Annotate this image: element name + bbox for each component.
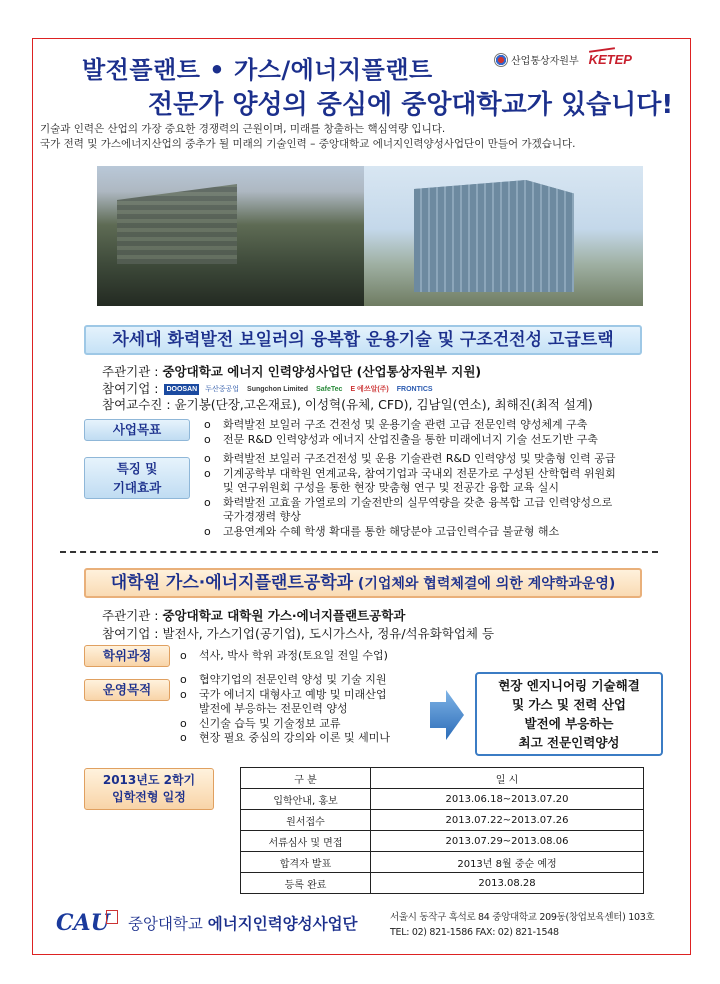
list-item: o 화력발전 고효율 가열로의 기술전반의 실무역량을 갖춘 융복합 고급 인력양성으로 <box>204 495 613 509</box>
flag-icon <box>106 910 118 924</box>
campus-building-shape <box>117 184 237 264</box>
partner-logo-strip <box>164 384 434 395</box>
section-divider <box>60 551 658 553</box>
outcome-callout: 현장 엔지니어링 기술해결 및 가스 및 전력 산업 발전에 부응하는 최고 전문인력양성 <box>475 672 663 756</box>
footer-address: 서울시 동작구 흑석로 84 중앙대학교 209동(창업보육센터) 103호 TEL: 02) 821-1586 FAX: 02) 821-1548 <box>390 912 655 938</box>
list-item: o 국가 에너지 대형사고 예방 및 미래산업 <box>180 687 387 701</box>
frontics-logo: FRONTICS <box>396 386 433 393</box>
glass-building-shape <box>414 180 574 292</box>
degree-tag: 학위과정 <box>84 645 170 667</box>
purpose-list: o 협약기업의 전문인력 양성 및 기술 지원 o 국가 에너지 대형사고 예방 및 미래산업 발전에 부응하는 전문인력 양성 o 신기술 습득 및 기술정보 교류 o 현장 필요 중심의 강의와 이론 및 세미나 <box>180 673 390 744</box>
list-item: o 화력발전 보일러 구조 건전성 및 운용기술 관련 고급 전문인력 양성체계 구축 <box>204 418 588 431</box>
goal-tag: 사업목표 <box>84 419 190 441</box>
track2-host: 주관기관 : 중앙대학교 대학원 가스·에너지플랜트공학과 <box>102 608 406 623</box>
motie-logo: 산업통상자원부 <box>494 52 579 67</box>
list-item: o 현장 필요 중심의 강의와 이론 및 세미나 <box>180 731 390 744</box>
footer-organization: 중앙대학교 에너지인력양성사업단 <box>128 915 358 933</box>
sponsor-logos <box>494 52 632 67</box>
intro-text <box>40 122 576 152</box>
intro-line-1: 기술과 인력은 산업의 가장 중요한 경쟁력의 근원이며, 미래를 창출하는 핵심역량 입니다. <box>40 123 446 135</box>
government-seal-icon <box>494 53 508 67</box>
list-item: o 화력발전 보일러 구조건전성 및 운용 기술관련 R&D 인력양성 및 맞춤형 인력 공급 <box>204 452 616 465</box>
table-row: 합격자 발표 2013년 8월 중순 예정 <box>241 852 644 873</box>
sungchon-logo: Sungchon Limited <box>247 386 309 393</box>
list-item: o 고용연계와 수혜 학생 확대를 통한 해당분야 고급인력수급 불균형 해소 <box>204 524 560 538</box>
column-header: 구 분 <box>241 768 371 789</box>
effect-tag: 특징 및 기대효과 <box>84 457 190 499</box>
schedule-title-box: 2013년도 2학기 입학전형 일정 <box>84 768 214 810</box>
table-row: 원서접수 2013.07.22~2013.07.26 <box>241 810 644 831</box>
table-row: 서류심사 및 면접 2013.07.29~2013.08.06 <box>241 831 644 852</box>
intro-line-2: 국가 전력 및 가스에너지산업의 중추가 될 미래의 기술인력 – 중앙대학교 에너지인력양성사업단이 만들어 가겠습니다. <box>40 138 576 150</box>
track1-faculty: 참여교수진 : 윤기봉(단장,고온재료), 이성혁(유체, CFD), 김남일(연소), 최해진(최적 설계) <box>102 397 593 412</box>
effect-list: o 화력발전 보일러 구조건전성 및 운용 기술관련 R&D 인력양성 및 맞춤형 인력 공급 o 기계공학부 대학원 연계교육, 참여기업과 국내외 전문가로 구성된 산학협력 위원회 및 연구위원회 구성을 통한 현장 맞춤형 연구 및 전공간 융합 교육 실시 o 화력발전 고효율 가열로의 기술전반의 실무역량을 갖춘 융복합 고급 인력양성으로 국가경쟁력 향상 o 고용연계와 수혜 학생 확대를 통한 해당분야 고급인력수급 불균형 해소 <box>204 452 616 538</box>
track2-partners: 참여기업 : 발전사, 가스기업(공기업), 도시가스사, 정유/석유화학업체 등 <box>102 626 495 641</box>
list-item: o 석사, 박사 학위 과정(토요일 전일 수업) <box>180 649 388 662</box>
campus-night-photo <box>97 166 364 306</box>
doosan-heavy-logo: 두산중공업 <box>205 386 240 393</box>
table-header-row <box>241 768 644 789</box>
title-line-2: 전문가 양성의 중심에 중앙대학교가 있습니다! <box>148 90 674 120</box>
title-line-1: 발전플랜트 • 가스/에너지플랜트 <box>82 56 433 84</box>
list-item: o 전문 R&D 인력양성과 에너지 산업진출을 통한 미래에너지 기술 선도기반 구축 <box>204 432 598 446</box>
list-item: o 협약기업의 전문인력 양성 및 기술 지원 <box>180 673 387 686</box>
doosan-logo: DOOSAN <box>166 386 198 393</box>
safetec-logo: SafeTec <box>316 386 343 393</box>
track1-partners: 참여기업 : DOOSAN 두산중공업 Sungchon Limited SafeTec E 에쓰알(주) FRONTICS <box>102 381 433 396</box>
track2-banner: 대학원 가스·에너지플랜트공학과 (기업체와 협력체결에 의한 계약학과운영) <box>84 568 642 598</box>
university-building-photo <box>364 166 643 306</box>
table-row: 입학안내, 홍보 2013.06.18~2013.07.20 <box>241 789 644 810</box>
right-arrow-icon <box>430 690 464 740</box>
sr-logo: E 에쓰알(주) <box>350 386 389 393</box>
track1-host: 주관기관 : 중앙대학교 에너지 인력양성사업단 (산업통상자원부 지원) <box>102 364 482 379</box>
column-header: 일 시 <box>371 768 644 789</box>
purpose-tag: 운영목적 <box>84 679 170 701</box>
cau-logo: CAU <box>56 910 118 936</box>
table-row: 등록 완료 2013.08.28 <box>241 873 644 894</box>
degree-list <box>180 649 388 664</box>
goal-list <box>204 418 598 447</box>
ketep-logo: KETEP <box>588 52 632 67</box>
list-item: o 신기술 습득 및 기술정보 교류 <box>180 716 341 730</box>
admission-schedule-table <box>240 767 644 894</box>
list-item: o 기계공학부 대학원 연계교육, 참여기업과 국내외 전문가로 구성된 산학협력 위원회 <box>204 466 616 480</box>
track1-banner: 차세대 화력발전 보일러의 융복합 운용기술 및 구조건전성 고급트랙 <box>84 325 642 355</box>
